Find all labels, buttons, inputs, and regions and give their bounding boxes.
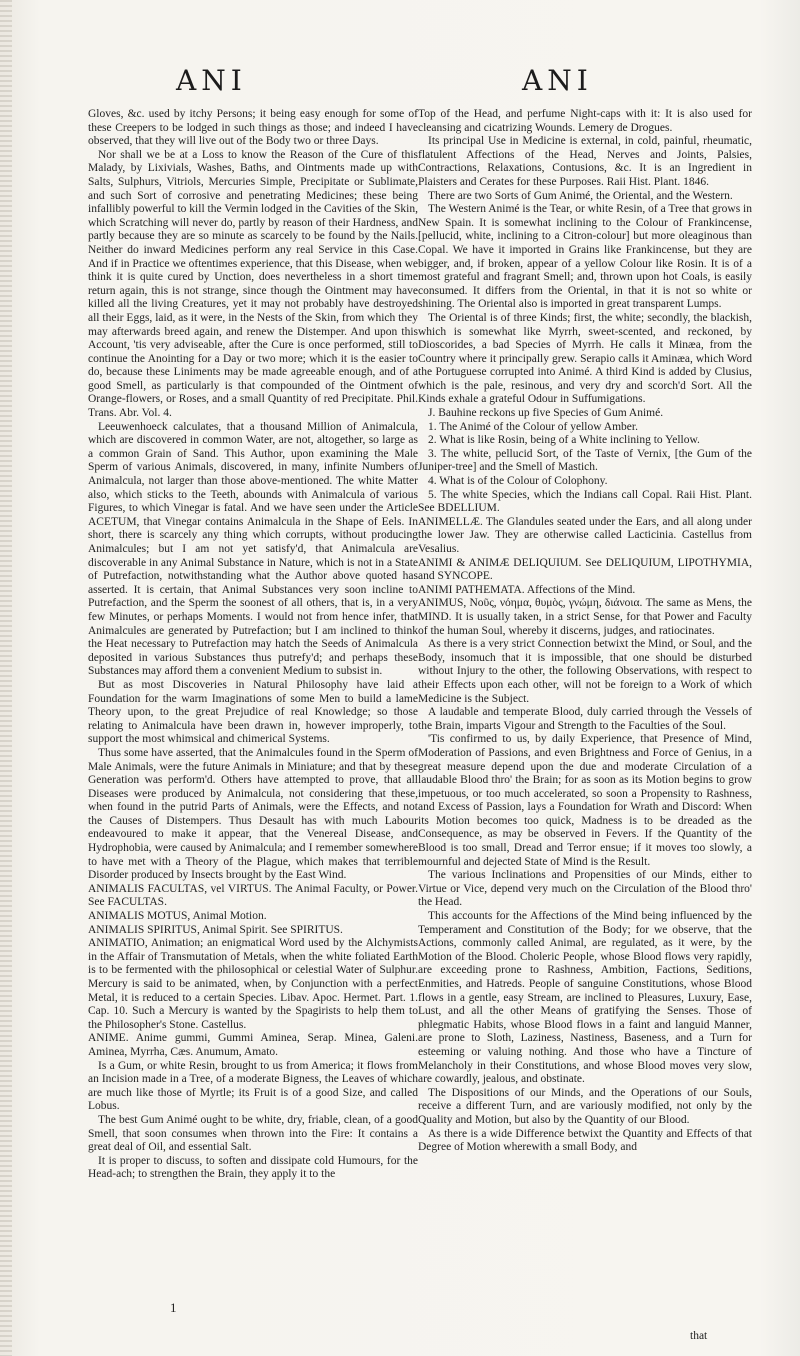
paragraph: Top of the Head, and perfume Night-caps with it: It is also used for cleansing and cicatrizing Wounds. Lemery de Drogues.	[418, 108, 752, 134]
dictionary-entry: ANIMALIS SPIRITUS, Animal Spirit. See SPIRITUS.	[88, 923, 343, 936]
paragraph: 2. What is like Rosin, being of a White inclining to Yellow.	[428, 434, 700, 447]
paragraph: Nor shall we be at a Loss to know the Reason of the Cure of this Malady, by Lixivials, Washes, Baths, and Ointments made up with Salts, Sulphurs, Vitriols, Mercuries Simple, Precipitate or Sublimate, and such Sort of corrosive and penetrating Medicines; these being infallibly powerful to kill the Vermin lodged in the Cavities of the Skin, which Scratching will never do, partly by reason of their Hardness, and partly because they are so minute as scarcely to be found by the Nails. Neither do inward Medicines perform any real Service in this Case. And if in Practice we oftentimes experience, that this Disease, when we think it is quite cured by Unction, does nevertheless in a short time return again, this is not strange, since though the Ointment may have killed all the living Creatures, yet it may not probably have destroyed all their Eggs, laid, as it were, in the Nests of the Skin, from which they may afterwards breed again, and renew the Distemper. And upon this Account, 'tis very adviseable, after the Cure is once performed, still to continue the Anointing for a Day or two more; which it is the easier to do, because these Liniments may be made agreeable enough, and of a good Smell, as particularly is that compounded of the Ointment of Orange-flowers, or Roses, and a small Quantity of red Precipitate. Phil. Trans. Abr. Vol. 4.	[88, 148, 418, 420]
dictionary-entry: ANIMELLÆ. The Glandules seated under the Ears, and all along under the lower Jaw. They are otherwise called Lacticinia. Castellus from Vesalius.	[418, 515, 752, 555]
running-head-left: ANI	[176, 64, 247, 97]
paragraph: 5. The white Species, which the Indians call Copal. Raii Hist. Plant. See BDELLIUM.	[418, 488, 752, 515]
paragraph: 3. The white, pellucid Sort, of the Taste of Vernix, [the Gum of the Juniper-tree] and the Smell of Mastich.	[418, 447, 752, 474]
dictionary-entry: ANIMALIS MOTUS, Animal Motion.	[88, 910, 267, 923]
paragraph: But as most Discoveries in Natural Philosophy have laid a Foundation for the warm Imaginations of some Men to build a lame Theory upon, to the great Prejudice of real Knowledge; so those relating to Animalcula have been drawn in, however improperly, to support the most whimsical and chimerical Systems.	[88, 678, 418, 746]
paragraph: This accounts for the Affections of the Mind being influenced by the Temperament and Constitution of the Body; for we observe, that the Actions, commonly called Animal, are regulated, as it were, by the Motion of the Blood. Choleric People, whose Blood flows very rapidly, are exceeding prone to Rashness, Ambition, Factions, Seditions, Enmities, and Hatreds. People of sanguine Constitutions, whose Blood flows in a gentle, easy Stream, are inclined to Pleasures, Luxury, Ease, Lust, and all the other Means of gratifying the Senses. Those of phlegmatic Habits, whose Blood flows in a faint and languid Manner, are prone to Sloth, Laziness, Nastiness, Baseness, and a Turn for esteeming or valuing nothing. And those who have a Tincture of Melancholy in their Constitutions, and whose Blood moves very slow, are cowardly, jealous, and obstinate.	[418, 910, 752, 1086]
paragraph: Thus some have asserted, that the Animalcules found in the Sperm of Male Animals, were the future Animals in Miniature; and that by these Generation was perform'd. Others have attempted to prove, that all Diseases were produced by Animalcula, not considering that these, when found in the putrid Parts of Animals, were the Effects, and not the Causes of Distempers. Thus Desault has with much Labour endeavoured to make it appear, that the Venereal Disease, and Hydrophobia, were caused by Animalcula; and I remember somewhere to have met with a Theory of the Plague, which makes that terrible Disorder produced by Insects brought by the East Wind.	[88, 746, 418, 882]
paragraph: Its principal Use in Medicine is external, in cold, painful, rheumatic, flatulent Affections of the Head, Nerves and Joints, Palsies, Contractions, Relaxations, Contusions, &c. It is an Ingredient in Plaisters and Cerates for these Purposes. Raii Hist. Plant. 1846.	[418, 135, 752, 188]
paragraph: Gloves, &c. used by itchy Persons; it being easy enough for some of these Creepers to be lodged in such things as those; and indeed I have observed, that they will live out of the Body two or three Days.	[88, 108, 418, 148]
paragraph: As there is a very strict Connection betwixt the Mind, or Soul, and the Body, insomuch that it is impossible, that one should be disturbed without Injury to the other, the following Observations, with respect to their Effects upon each other, will not be foreign to a Work of which Medicine is the Subject.	[418, 638, 752, 705]
paragraph: There are two Sorts of Gum Animé, the Oriental, and the Western.	[428, 189, 733, 202]
dictionary-entry: ANIMI PATHEMATA. Affections of the Mind.	[418, 583, 636, 596]
paragraph: Is a Gum, or white Resin, brought to us from America; it flows from an Incision made in a Tree, of a moderate Bigness, the Leaves of which are much like those of Myrtle; its Fruit is of a good Size, and called Lobus.	[88, 1059, 418, 1113]
dictionary-entry: ANIMALIS FACULTAS, vel VIRTUS. The Animal Faculty, or Power. See FACULTAS.	[88, 882, 418, 909]
binding-edge	[0, 0, 12, 1356]
paragraph: 'Tis confirmed to us, by daily Experience, that Presence of Mind, Moderation of Passions, and even Brightness and Force of Genius, in a great measure depend upon the due and moderate Circulation of a laudable Blood thro' the Brain; for as soon as its Motion begins to grow impetuous, or too much accelerated, so soon a Propensity to Rashness, and Excess of Passion, lays a Foundation for Wrath and Discord: When its Motion becomes too quick, Madness is to be dreaded as the Consequence, as may be observed in Fevers. If the Quantity of the Blood is too small, Dread and Terror ensue; if it moves too slowly, a mournful and dejected State of Mind is the Result.	[418, 733, 752, 868]
dictionary-entry: ANIMATIO, Animation; an enigmatical Word used by the Alchymists in the Affair of Transmutation of Metals, when the white foliated Earth is to be fermented with the philosophical or celestial Water of Sulphur. Mercury is said to be animated, when, by Conjunction with a perfect Metal, it is reduced to a certain Species. Libav. Apoc. Hermet. Part. 1. Cap. 10. Such a Mercury is wanted by the Spagirists to help them to the Philosopher's Stone. Castellus.	[88, 937, 418, 1031]
paragraph: As there is a wide Difference betwixt the Quantity and Effects of that Degree of Motion wherewith a small Body, and	[418, 1127, 752, 1154]
dictionary-entry: ANIMI & ANIMÆ DELIQUIUM. See DELIQUIUM, LIPOTHYMIA, and SYNCOPE.	[418, 556, 752, 583]
paragraph: The Western Animé is the Tear, or white Resin, of a Tree that grows in New Spain. It is somewhat inclining to the Colour of Frankincense, [pellucid, white, inclining to a Citron-colour] but more oleaginous than Copal. We have it imported in Grains like Frankincense, but they are bigger, and, if broken, appear of a yellow Colour like Rosin. It is of a most grateful and fragrant Smell; and, thrown upon hot Coals, is easily consumed. It differs from the Oriental, in that it is not so white or shining. The Oriental also is imported in great transparent Lumps.	[418, 203, 752, 311]
dictionary-entry: ANIMUS, Νοῦς, νόημα, θυμὸς, γνώμη, διάνοια. The same as Mens, the MIND. It is usually taken, in a strict Sense, for that Power and Faculty of the human Soul, whereby it discerns, judges, and ratiocinates.	[418, 597, 752, 637]
folio-signature: 1	[170, 1300, 177, 1315]
left-column	[88, 108, 418, 1308]
right-column	[418, 108, 752, 1308]
paragraph: The Oriental is of three Kinds; first, the white; secondly, the blackish, which is somewhat like Myrrh, sweet-scented, and reckoned, by Dioscorides, a bad Species of Myrrh. He calls it Minæa, from the Country where it principally grew. Serapio calls it Aminæa, which Word the Portuguese corrupted into Animé. A third Kind is added by Clusius, which is the pale, resinous, and very dry and scorch'd Sort. All the Kinds exhale a grateful Odour in Suffumigations.	[418, 311, 752, 406]
running-head-right: ANI	[522, 64, 593, 97]
paragraph: 4. What is of the Colour of Colophony.	[428, 475, 608, 488]
paragraph: Leeuwenhoeck calculates, that a thousand Million of Animalcula, which are discovered in common Water, are not, altogether, so large as a common Grain of Sand. This Author, upon examining the Male Sperm of various Animals, discovered, in many, infinite Numbers of Animalcula, not larger than those above-mentioned. The white Matter also, which sticks to the Teeth, abounds with Animalcula of various Figures, to which Vinegar is fatal. And we have seen under the Article ACETUM, that Vinegar contains Animalcula in the Shape of Eels. In short, there is scarcely any thing which corrupts, without producing Animalcules; but I am not yet satisfy'd, that Animalcula are discoverable in any Animal Substance in Nature, which is not in a State of Putrefaction, notwithstanding what the Author above quoted has asserted. It is certain, that Animal Substances very soon incline to Putrefaction, and the Sperm the soonest of all others, that is, in a very few Minutes, or perhaps Moments. I would not from hence infer, that Animalcules are generated by Putrefaction; but I am inclined to think the Heat necessary to Putrefaction may hatch the Seeds of Animalcula deposited in various Substances thus putrefy'd; and perhaps these Substances may afford them a convenient Medium to subsist in.	[88, 420, 418, 678]
paragraph: A laudable and temperate Blood, duly carried through the Vessels of the Brain, imparts Vigour and Strength to the Faculties of the Soul.	[418, 706, 752, 732]
paragraph: 1. The Animé of the Colour of yellow Amber.	[428, 420, 638, 433]
paragraph: It is proper to discuss, to soften and dissipate cold Humours, for the Head-ach; to strengthen the Brain, they apply it to the	[88, 1154, 418, 1181]
paragraph: The Dispositions of our Minds, and the Operations of our Souls, receive a different Turn, and are variously modified, not only by the Quality and Motion, but also by the Quantity of our Blood.	[418, 1086, 752, 1126]
dictionary-entry: ANIME. Anime gummi, Gummi Aminea, Serap. Minea, Galeni. Aminea, Myrrha, Cæs. Anumum, Amato.	[88, 1032, 418, 1058]
paragraph: The various Inclinations and Propensities of our Minds, either to Virtue or Vice, depend very much on the Circulation of the Blood thro' the Head.	[418, 869, 752, 909]
paragraph: J. Bauhine reckons up five Species of Gum Animé.	[428, 407, 664, 420]
paragraph: The best Gum Animé ought to be white, dry, friable, clean, of a good Smell, that soon consumes when thrown into the Fire: It contains a great deal of Oil, and essential Salt.	[88, 1113, 418, 1154]
catchword: that	[690, 1330, 708, 1342]
